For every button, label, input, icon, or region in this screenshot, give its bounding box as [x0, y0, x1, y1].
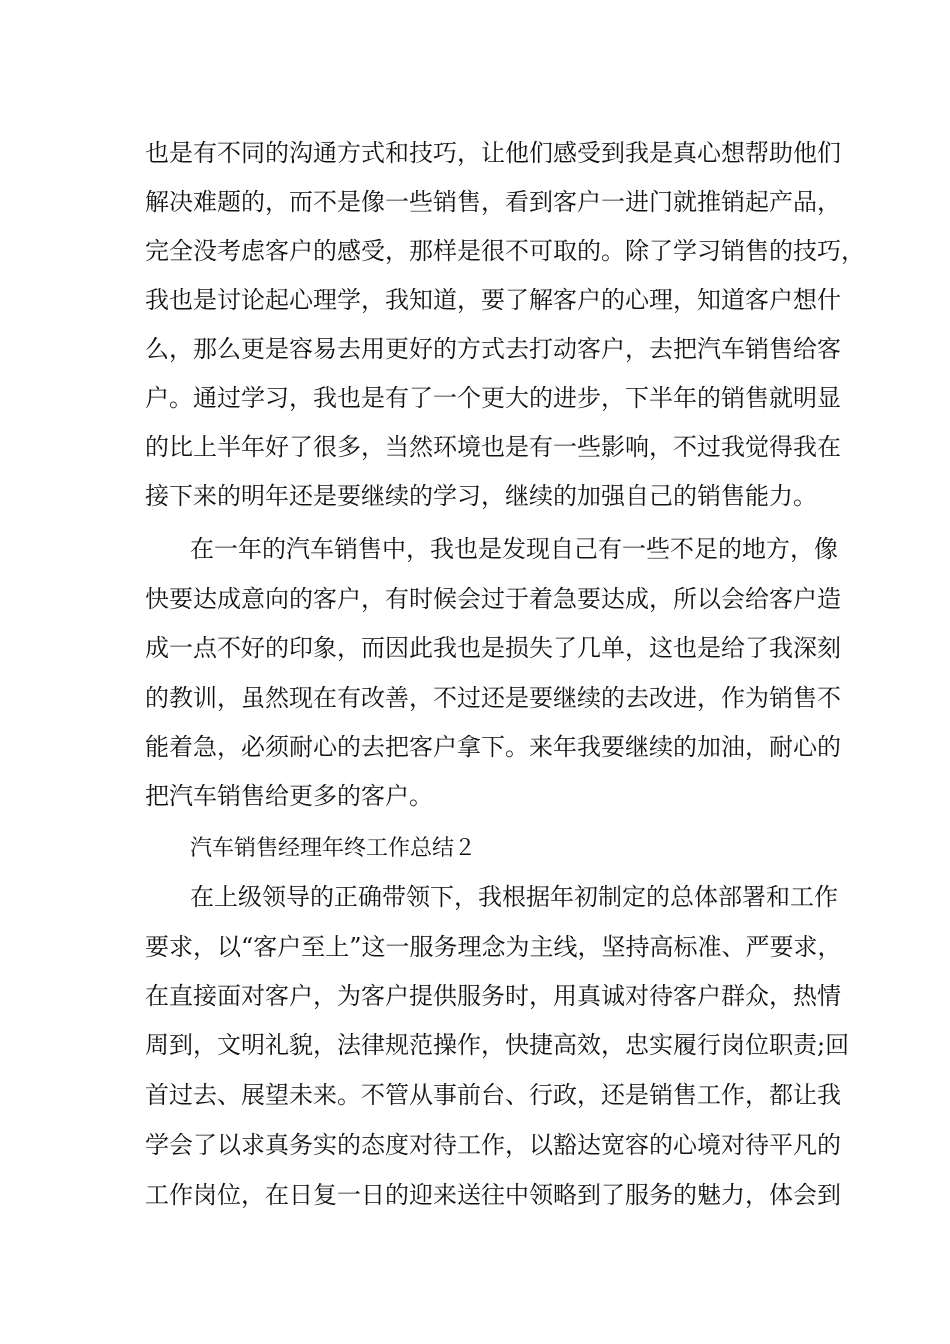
- text-line: 户。通过学习，我也是有了一个更大的进步，下半年的销售就明显: [145, 384, 841, 412]
- text-line: 在直接面对客户，为客户提供服务时，用真诚对待客户群众，热情: [145, 982, 841, 1010]
- section-heading: 汽车销售经理年终工作总结２: [190, 836, 477, 861]
- text-line: 接下来的明年还是要继续的学习，继续的加强自己的销售能力。: [145, 482, 817, 510]
- text-line: 成一点不好的印象，而因此我也是损失了几单，这也是给了我深刻: [145, 634, 841, 662]
- text-line: 快要达成意向的客户，有时候会过于着急要达成，所以会给客户造: [145, 585, 841, 613]
- paragraph-first-line: 在一年的汽车销售中，我也是发现自己有一些不足的地方，像: [190, 535, 838, 563]
- paragraph-first-line: 在上级领导的正确带领下，我根据年初制定的总体部署和工作: [190, 883, 838, 911]
- text-line: 周到，文明礼貌，法律规范操作，快捷高效，忠实履行岗位职责;回: [145, 1031, 850, 1059]
- text-line: 要求，以“客户至上”这一服务理念为主线，坚持高标准、严要求，: [145, 933, 842, 961]
- text-line: 也是有不同的沟通方式和技巧，让他们感受到我是真心想帮助他们: [145, 139, 841, 167]
- text-line: 工作岗位，在日复一日的迎来送往中领略到了服务的魅力，体会到: [145, 1181, 841, 1209]
- text-line: 学会了以求真务实的态度对待工作，以豁达宽容的心境对待平凡的: [145, 1131, 841, 1159]
- text-line: 完全没考虑客户的感受，那样是很不可取的。除了学习销售的技巧，: [145, 237, 865, 265]
- text-line: 的教训，虽然现在有改善，不过还是要继续的去改进，作为销售不: [145, 684, 841, 712]
- text-line: 的比上半年好了很多，当然环境也是有一些影响，不过我觉得我在: [145, 433, 841, 461]
- text-line: 能着急，必须耐心的去把客户拿下。来年我要继续的加油，耐心的: [145, 733, 841, 761]
- text-line: 我也是讨论起心理学，我知道，要了解客户的心理，知道客户想什: [145, 286, 841, 314]
- text-line: 把汽车销售给更多的客户。: [145, 782, 433, 810]
- text-line: 首过去、展望未来。不管从事前台、行政，还是销售工作，都让我: [145, 1081, 841, 1109]
- text-line: 解决难题的，而不是像一些销售，看到客户一进门就推销起产品，: [145, 188, 841, 216]
- text-line: 么，那么更是容易去用更好的方式去打动客户，去把汽车销售给客: [145, 335, 841, 363]
